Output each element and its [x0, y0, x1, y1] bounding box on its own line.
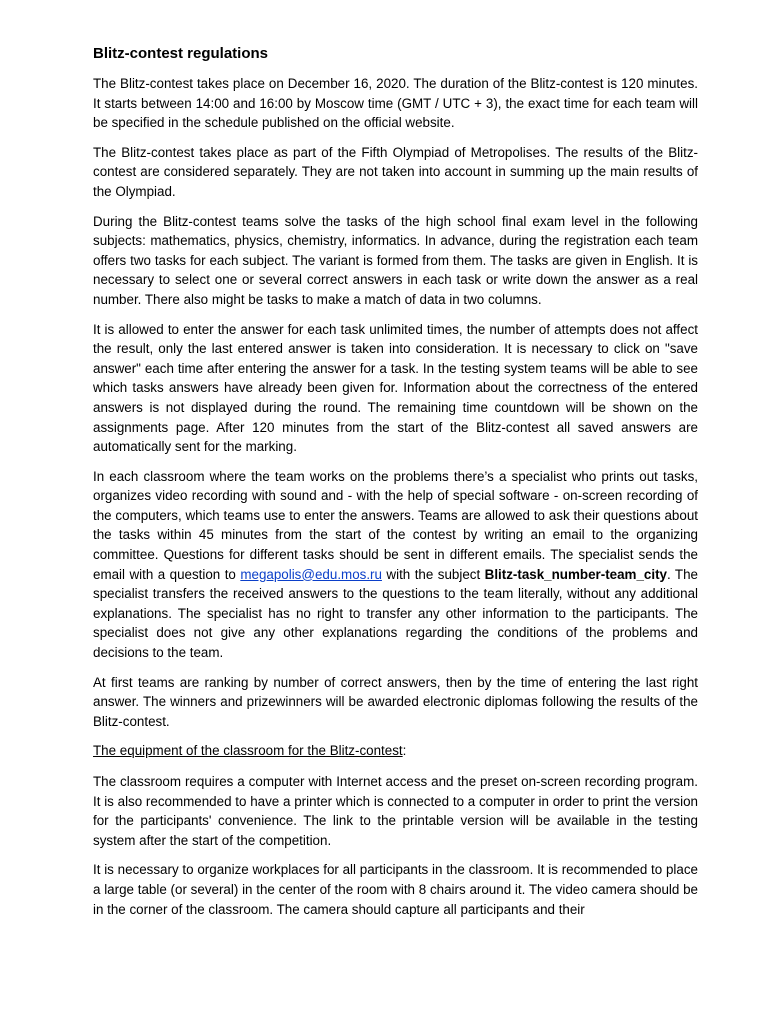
specialist-text-1: In each classroom where the team works on the problems there’s a specialist who prints out tasks, organizes video recording with sound and - with the help of special software - on-screen recording of the computers, which teams use to enter the answers. Teams are allowed to ask their questions about the tasks within 45 minutes from the start of the contest by writing an email to the organizing committee. Questions for different tasks should be sent in different emails. The specialist sends the email with a question to	[93, 468, 698, 582]
equipment-heading-colon: :	[402, 743, 407, 759]
equipment-heading-text: The equipment of the classroom for the Blitz-contest	[93, 743, 403, 759]
email-subject-format: Blitz-task_number-team_city	[484, 566, 667, 582]
paragraph-specialist	[93, 467, 698, 663]
specialist-text-3: . The specialist transfers the received answers to the questions to the team literally, without any additional explanations. The specialist has no right to transfer any other information to the participants. The specialist does not give any other explanations regarding the conditions of the problems and decisions to the team.	[93, 566, 698, 661]
document-title: Blitz-contest regulations	[93, 45, 269, 62]
equipment-heading	[93, 741, 698, 761]
paragraph-answers: It is allowed to enter the answer for each task unlimited times, the number of attempts does not affect the result, only the last entered answer is taken into consideration. It is necessary to click on "save answer" each time after entering the answer for a task. In the testing system teams will be able to see which tasks answers have already been given for. Information about the correctness of the entered answers is not displayed during the round. The remaining time countdown will be shown on the assignments page. After 120 minutes from the start of the Blitz-contest all saved answers are automatically sent for the marking.	[93, 321, 698, 455]
paragraph-olympiad: The Blitz-contest takes place as part of the Fifth Olympiad of Metropolises. The results of the Blitz-contest are considered separately. They are not taken into account in summing up the main results of the Olympiad.	[93, 144, 698, 199]
paragraph-dates: The Blitz-contest takes place on December 16, 2020. The duration of the Blitz-contest is 120 minutes. It starts between 14:00 and 16:00 by Moscow time (GMT / UTC + 3), the exact time for each team will be specified in the schedule published on the official website.	[93, 76, 698, 131]
paragraph-ranking: At first teams are ranking by number of correct answers, then by the time of entering the last right answer. The winners and prizewinners will be awarded electronic diplomas following the results of the Blitz-contest.	[93, 674, 698, 729]
paragraph-computer: The classroom requires a computer with Internet access and the preset on-screen recording program. It is also recommended to have a printer which is connected to a computer in order to print the version for the participants' convenience. The link to the printable version will be available in the testing system after the start of the competition.	[93, 774, 698, 848]
email-link[interactable]: megapolis@edu.mos.ru	[240, 566, 382, 582]
paragraph-workplaces: It is necessary to organize workplaces for all participants in the classroom. It is recommended to place a large table (or several) in the center of the room with 8 chairs around it. The video camera should be in the corner of the classroom. The camera should capture all participants and their	[93, 862, 698, 917]
paragraph-subjects: During the Blitz-contest teams solve the tasks of the high school final exam level in the following subjects: mathematics, physics, chemistry, informatics. In advance, during the registration each team offers two tasks for each subject. The variant is formed from them. The tasks are given in English. It is necessary to select one or several correct answers in each task or write down the answer as a real number. There also might be tasks to make a match of data in two columns.	[93, 213, 698, 307]
specialist-text-2: with the subject	[381, 566, 485, 582]
document-page	[93, 44, 698, 929]
